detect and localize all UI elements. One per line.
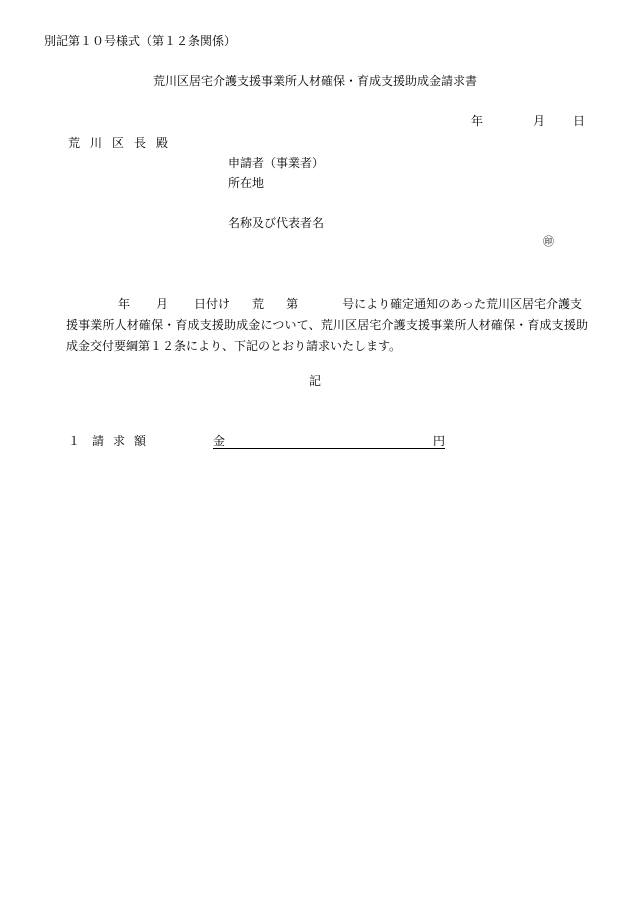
date-day: 日 — [572, 114, 585, 128]
body-line-1 — [66, 294, 588, 315]
ki-label: 記 — [308, 374, 321, 388]
address-label: 所在地 — [228, 176, 265, 190]
amount-prefix: 金 — [213, 434, 226, 448]
body-ara: 荒 — [252, 297, 265, 311]
date-month: 月 — [532, 114, 545, 128]
document-title: 荒川区居宅介護支援事業所人材確保・育成支援助成金請求書 — [152, 74, 477, 88]
body-rest: 援事業所人材確保・育成支援助成金について、荒川区居宅介護支援事業所人材確保・育成支援助成金交付要綱第１２条により、下記のとおり請求いたします。 — [66, 318, 588, 353]
body-line1-tail: 号により確定通知のあった荒川区居宅介護支 — [342, 297, 582, 311]
body-text — [66, 294, 588, 357]
name-representative-label: 名称及び代表者名 — [228, 216, 325, 230]
claim-label: 請求額 — [92, 434, 156, 448]
form-number: 別記第１０号様式（第１２条関係） — [44, 34, 237, 48]
claim-item — [68, 434, 155, 448]
date-year: 年 — [470, 114, 483, 128]
applicant-label: 申請者（事業者） — [228, 156, 325, 170]
date-line — [471, 114, 585, 128]
seal-mark: ㊞ — [543, 235, 554, 248]
claim-number: １ — [68, 434, 81, 448]
addressee: 荒川区長殿 — [68, 136, 179, 150]
amount-field[interactable] — [213, 434, 445, 449]
body-year: 年 — [118, 297, 131, 311]
body-dai: 第 — [286, 297, 299, 311]
body-month: 月 — [156, 297, 169, 311]
body-dated: 日付け — [194, 297, 231, 311]
amount-suffix: 円 — [432, 434, 445, 448]
